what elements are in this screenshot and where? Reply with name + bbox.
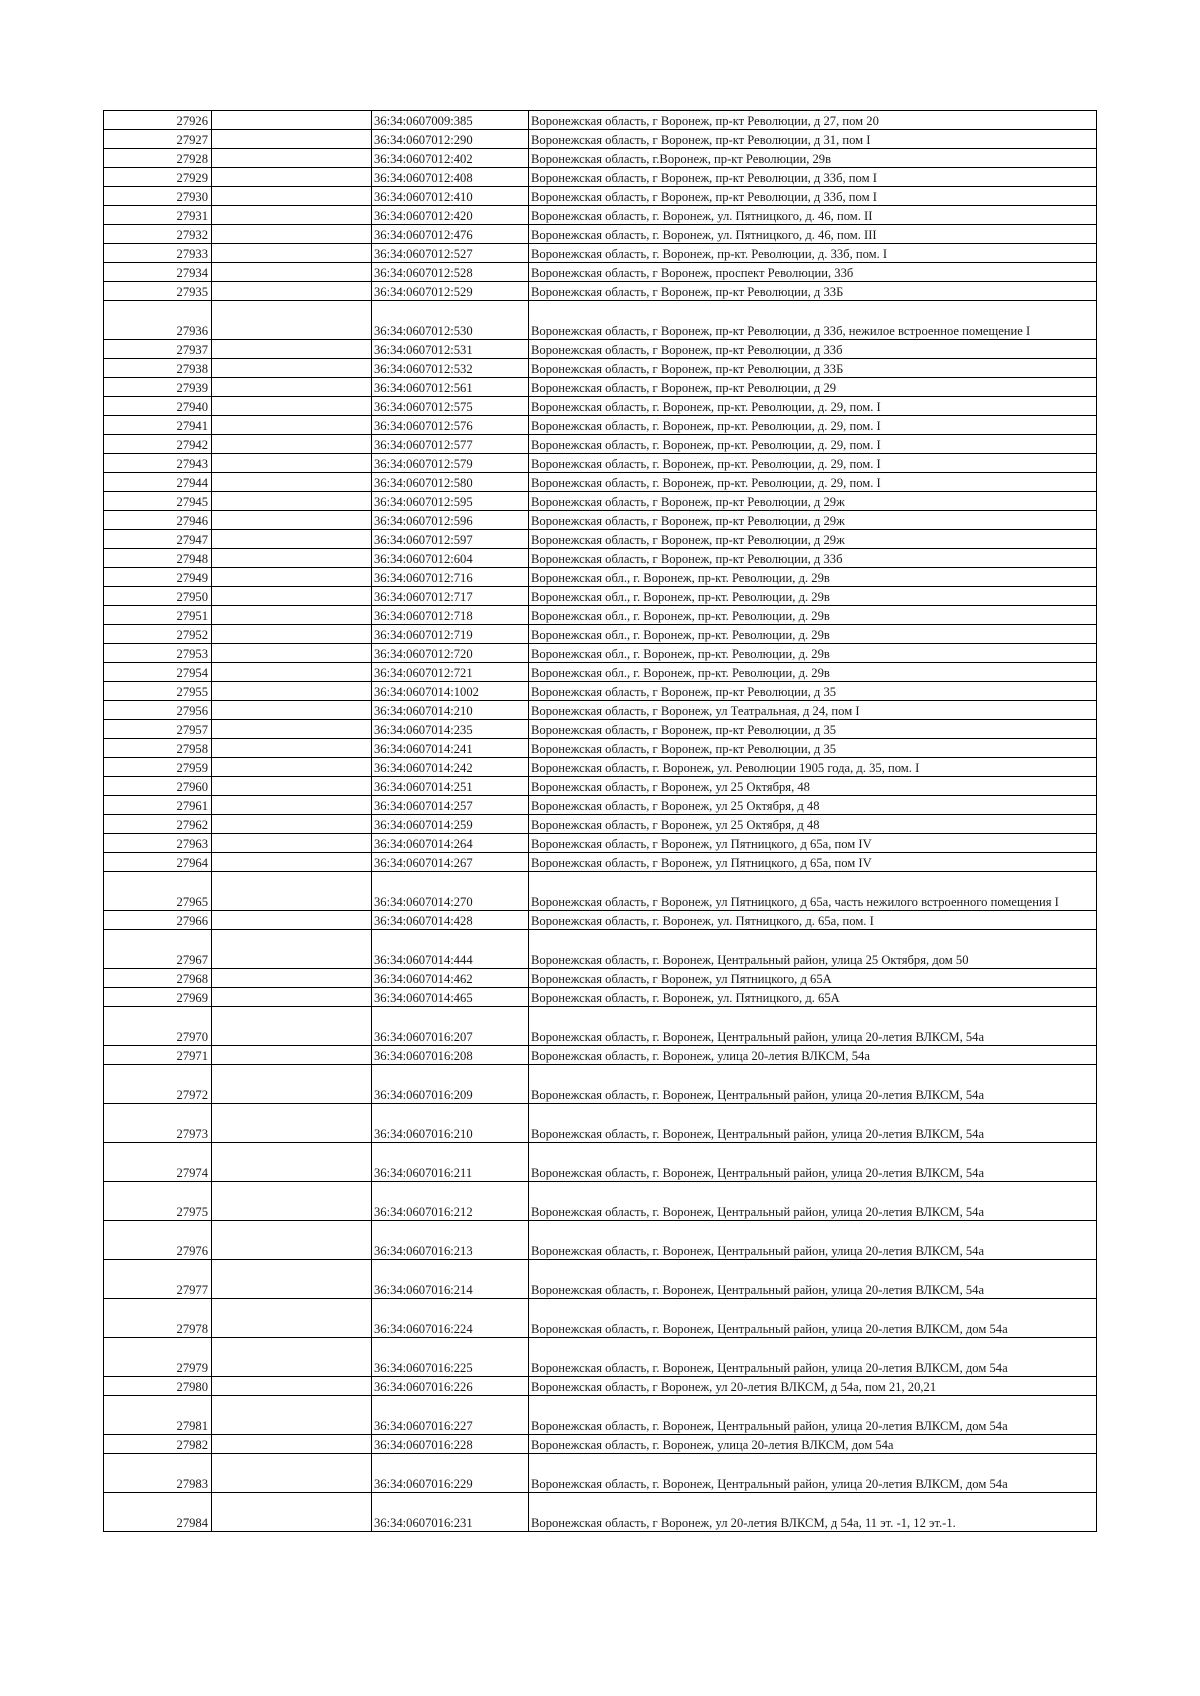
address-cell: Воронежская область, г Воронеж, пр-кт Революции, д 33б [529,549,1097,568]
cadastral-number-cell: 36:34:0607012:596 [372,511,529,530]
table-row [104,1182,1097,1221]
row-number-cell: 27950 [104,587,212,606]
empty-cell [212,663,372,682]
address-cell: Воронежская область, г. Воронеж, Центральный район, улица 20-летия ВЛКСМ, 54а [529,1065,1097,1104]
table-row [104,397,1097,416]
empty-cell [212,988,372,1007]
cadastral-number-cell: 36:34:0607014:462 [372,969,529,988]
row-number-cell: 27949 [104,568,212,587]
address-cell: Воронежская область, г. Воронеж, улица 20-летия ВЛКСМ, 54а [529,1046,1097,1065]
address-cell: Воронежская область, г Воронеж, пр-кт Революции, д 31, пом I [529,130,1097,149]
empty-cell [212,587,372,606]
cadastral-number-cell: 36:34:0607014:210 [372,701,529,720]
empty-cell [212,1007,372,1046]
table-row [104,682,1097,701]
table-row [104,435,1097,454]
cadastral-number-cell: 36:34:0607016:207 [372,1007,529,1046]
row-number-cell: 27930 [104,187,212,206]
address-cell: Воронежская область, г Воронеж, пр-кт Революции, д 35 [529,739,1097,758]
table-row [104,930,1097,969]
table-row [104,549,1097,568]
table-row [104,530,1097,549]
table-row [104,663,1097,682]
address-cell: Воронежская область, г. Воронеж, улица 20-летия ВЛКСМ, дом 54а [529,1435,1097,1454]
empty-cell [212,834,372,853]
table-row [104,454,1097,473]
address-cell: Воронежская область, г Воронеж, ул 20-летия ВЛКСМ, д 54а, пом 21, 20,21 [529,1377,1097,1396]
empty-cell [212,282,372,301]
address-cell: Воронежская область, г Воронеж, пр-кт Революции, д 29ж [529,511,1097,530]
table-row [104,1221,1097,1260]
address-cell: Воронежская область, г. Воронеж, Центральный район, улица 20-летия ВЛКСМ, дом 54а [529,1338,1097,1377]
empty-cell [212,720,372,739]
row-number-cell: 27943 [104,454,212,473]
empty-cell [212,1338,372,1377]
table-row [104,511,1097,530]
table-row [104,1435,1097,1454]
row-number-cell: 27960 [104,777,212,796]
row-number-cell: 27973 [104,1104,212,1143]
address-cell: Воронежская область, г Воронеж, пр-кт Революции, д 35 [529,682,1097,701]
cadastral-number-cell: 36:34:0607016:225 [372,1338,529,1377]
empty-cell [212,301,372,340]
address-cell: Воронежская область, г. Воронеж, пр-кт. Революции, д. 29, пом. I [529,416,1097,435]
address-cell: Воронежская область, г. Воронеж, Центральный район, улица 25 Октября, дом 50 [529,930,1097,969]
cadastral-number-cell: 36:34:0607016:224 [372,1299,529,1338]
row-number-cell: 27935 [104,282,212,301]
table-row [104,1143,1097,1182]
table-row [104,758,1097,777]
cadastral-number-cell: 36:34:0607012:720 [372,644,529,663]
address-cell: Воронежская область, г Воронеж, ул Пятницкого, д 65а, часть нежилого встроенного помещения I [529,872,1097,911]
row-number-cell: 27977 [104,1260,212,1299]
empty-cell [212,340,372,359]
cadastral-number-cell: 36:34:0607014:257 [372,796,529,815]
empty-cell [212,206,372,225]
table-row [104,1299,1097,1338]
empty-cell [212,1104,372,1143]
cadastral-number-cell: 36:34:0607016:214 [372,1260,529,1299]
cadastral-number-cell: 36:34:0607012:575 [372,397,529,416]
row-number-cell: 27944 [104,473,212,492]
cadastral-number-cell: 36:34:0607014:259 [372,815,529,834]
empty-cell [212,969,372,988]
cadastral-number-cell: 36:34:0607012:531 [372,340,529,359]
table-row [104,206,1097,225]
row-number-cell: 27953 [104,644,212,663]
empty-cell [212,1046,372,1065]
cadastral-number-cell: 36:34:0607012:410 [372,187,529,206]
address-cell: Воронежская область, г Воронеж, пр-кт Революции, д 33Б [529,282,1097,301]
row-number-cell: 27934 [104,263,212,282]
row-number-cell: 27982 [104,1435,212,1454]
table-row [104,168,1097,187]
cadastral-number-cell: 36:34:0607014:444 [372,930,529,969]
address-cell: Воронежская область, г. Воронеж, ул. Пятницкого, д. 46, пом. II [529,206,1097,225]
address-cell: Воронежская область, г. Воронеж, пр-кт. Революции, д. 33б, пом. I [529,244,1097,263]
registry-body [104,111,1097,1532]
cadastral-number-cell: 36:34:0607012:721 [372,663,529,682]
table-row [104,815,1097,834]
table-row [104,796,1097,815]
empty-cell [212,758,372,777]
empty-cell [212,187,372,206]
cadastral-number-cell: 36:34:0607016:228 [372,1435,529,1454]
empty-cell [212,1143,372,1182]
address-cell: Воронежская область, г Воронеж, ул 25 Октября, д 48 [529,796,1097,815]
table-row [104,111,1097,130]
cadastral-number-cell: 36:34:0607014:251 [372,777,529,796]
cadastral-number-cell: 36:34:0607014:242 [372,758,529,777]
cadastral-number-cell: 36:34:0607012:527 [372,244,529,263]
cadastral-number-cell: 36:34:0607016:210 [372,1104,529,1143]
cadastral-number-cell: 36:34:0607014:428 [372,911,529,930]
cadastral-number-cell: 36:34:0607012:719 [372,625,529,644]
cadastral-number-cell: 36:34:0607012:420 [372,206,529,225]
address-cell: Воронежская область, г Воронеж, пр-кт Революции, д 29 [529,378,1097,397]
table-row [104,473,1097,492]
table-row [104,416,1097,435]
cadastral-number-cell: 36:34:0607016:213 [372,1221,529,1260]
cadastral-number-cell: 36:34:0607016:231 [372,1493,529,1532]
empty-cell [212,911,372,930]
empty-cell [212,930,372,969]
row-number-cell: 27979 [104,1338,212,1377]
row-number-cell: 27968 [104,969,212,988]
cadastral-number-cell: 36:34:0607009:385 [372,111,529,130]
address-cell: Воронежская область, г Воронеж, пр-кт Революции, д 29ж [529,530,1097,549]
table-row [104,282,1097,301]
empty-cell [212,359,372,378]
address-cell: Воронежская область, г. Воронеж, пр-кт. Революции, д. 29, пом. I [529,454,1097,473]
empty-cell [212,511,372,530]
address-cell: Воронежская область, г. Воронеж, ул. Пятницкого, д. 65А [529,988,1097,1007]
cadastral-number-cell: 36:34:0607012:580 [372,473,529,492]
address-cell: Воронежская область, г Воронеж, пр-кт Революции, д 35 [529,720,1097,739]
empty-cell [212,1454,372,1493]
address-cell: Воронежская область, г Воронеж, ул Пятницкого, д 65А [529,969,1097,988]
empty-cell [212,492,372,511]
row-number-cell: 27961 [104,796,212,815]
table-row [104,225,1097,244]
row-number-cell: 27957 [104,720,212,739]
cadastral-number-cell: 36:34:0607014:465 [372,988,529,1007]
address-cell: Воронежская область, г Воронеж, ул Пятницкого, д 65а, пом IV [529,853,1097,872]
empty-cell [212,644,372,663]
row-number-cell: 27945 [104,492,212,511]
row-number-cell: 27976 [104,1221,212,1260]
row-number-cell: 27981 [104,1396,212,1435]
table-row [104,872,1097,911]
empty-cell [212,549,372,568]
address-cell: Воронежская область, г.Воронеж, пр-кт Революции, 29в [529,149,1097,168]
address-cell: Воронежская область, г. Воронеж, пр-кт. Революции, д. 29, пом. I [529,435,1097,454]
empty-cell [212,1065,372,1104]
table-row [104,1065,1097,1104]
row-number-cell: 27936 [104,301,212,340]
cadastral-number-cell: 36:34:0607012:716 [372,568,529,587]
row-number-cell: 27969 [104,988,212,1007]
row-number-cell: 27966 [104,911,212,930]
row-number-cell: 27959 [104,758,212,777]
row-number-cell: 27980 [104,1377,212,1396]
address-cell: Воронежская обл., г. Воронеж, пр-кт. Революции, д. 29в [529,663,1097,682]
row-number-cell: 27952 [104,625,212,644]
address-cell: Воронежская область, г. Воронеж, Центральный район, улица 20-летия ВЛКСМ, 54а [529,1007,1097,1046]
address-cell: Воронежская обл., г. Воронеж, пр-кт. Революции, д. 29в [529,606,1097,625]
table-row [104,720,1097,739]
empty-cell [212,397,372,416]
row-number-cell: 27967 [104,930,212,969]
empty-cell [212,1377,372,1396]
cadastral-number-cell: 36:34:0607014:267 [372,853,529,872]
table-row [104,130,1097,149]
address-cell: Воронежская область, г Воронеж, пр-кт Революции, д 33б, пом I [529,187,1097,206]
row-number-cell: 27929 [104,168,212,187]
table-row [104,340,1097,359]
cadastral-number-cell: 36:34:0607012:528 [372,263,529,282]
address-cell: Воронежская область, г. Воронеж, ул. Революции 1905 года, д. 35, пом. I [529,758,1097,777]
table-row [104,1007,1097,1046]
address-cell: Воронежская область, г. Воронеж, Центральный район, улица 20-летия ВЛКСМ, 54а [529,1104,1097,1143]
row-number-cell: 27955 [104,682,212,701]
address-cell: Воронежская область, г Воронеж, проспект Революции, 33б [529,263,1097,282]
address-cell: Воронежская область, г Воронеж, ул Театральная, д 24, пом I [529,701,1097,720]
table-row [104,301,1097,340]
empty-cell [212,872,372,911]
address-cell: Воронежская область, г. Воронеж, Центральный район, улица 20-летия ВЛКСМ, 54а [529,1182,1097,1221]
address-cell: Воронежская обл., г. Воронеж, пр-кт. Революции, д. 29в [529,587,1097,606]
empty-cell [212,682,372,701]
address-cell: Воронежская область, г Воронеж, пр-кт Революции, д 33Б [529,359,1097,378]
table-row [104,834,1097,853]
address-cell: Воронежская область, г. Воронеж, Центральный район, улица 20-летия ВЛКСМ, дом 54а [529,1454,1097,1493]
table-row [104,777,1097,796]
address-cell: Воронежская обл., г. Воронеж, пр-кт. Революции, д. 29в [529,644,1097,663]
address-cell: Воронежская область, г. Воронеж, Центральный район, улица 20-летия ВЛКСМ, 54а [529,1143,1097,1182]
table-row [104,244,1097,263]
cadastral-number-cell: 36:34:0607016:227 [372,1396,529,1435]
row-number-cell: 27972 [104,1065,212,1104]
empty-cell [212,473,372,492]
table-row [104,739,1097,758]
empty-cell [212,244,372,263]
cadastral-number-cell: 36:34:0607016:229 [372,1454,529,1493]
row-number-cell: 27974 [104,1143,212,1182]
cadastral-number-cell: 36:34:0607012:597 [372,530,529,549]
cadastral-number-cell: 36:34:0607014:241 [372,739,529,758]
address-cell: Воронежская область, г Воронеж, пр-кт Революции, д 33б, пом I [529,168,1097,187]
table-row [104,606,1097,625]
table-row [104,1396,1097,1435]
empty-cell [212,853,372,872]
empty-cell [212,130,372,149]
empty-cell [212,454,372,473]
table-row [104,187,1097,206]
table-row [104,701,1097,720]
row-number-cell: 27963 [104,834,212,853]
cadastral-number-cell: 36:34:0607012:290 [372,130,529,149]
empty-cell [212,378,372,397]
row-number-cell: 27951 [104,606,212,625]
cadastral-number-cell: 36:34:0607012:532 [372,359,529,378]
table-row [104,359,1097,378]
cadastral-number-cell: 36:34:0607012:717 [372,587,529,606]
empty-cell [212,701,372,720]
row-number-cell: 27978 [104,1299,212,1338]
empty-cell [212,1396,372,1435]
cadastral-number-cell: 36:34:0607012:408 [372,168,529,187]
table-row [104,988,1097,1007]
address-cell: Воронежская область, г Воронеж, ул Пятницкого, д 65а, пом IV [529,834,1097,853]
cadastral-number-cell: 36:34:0607014:1002 [372,682,529,701]
empty-cell [212,739,372,758]
table-row [104,568,1097,587]
table-row [104,1338,1097,1377]
address-cell: Воронежская область, г. Воронеж, Центральный район, улица 20-летия ВЛКСМ, 54а [529,1221,1097,1260]
cadastral-number-cell: 36:34:0607016:212 [372,1182,529,1221]
row-number-cell: 27940 [104,397,212,416]
address-cell: Воронежская область, г Воронеж, пр-кт Революции, д 27, пом 20 [529,111,1097,130]
cadastral-number-cell: 36:34:0607012:402 [372,149,529,168]
row-number-cell: 27983 [104,1454,212,1493]
cadastral-number-cell: 36:34:0607012:529 [372,282,529,301]
address-cell: Воронежская область, г. Воронеж, ул. Пятницкого, д. 46, пом. III [529,225,1097,244]
address-cell: Воронежская обл., г. Воронеж, пр-кт. Революции, д. 29в [529,568,1097,587]
row-number-cell: 27937 [104,340,212,359]
cadastral-number-cell: 36:34:0607012:530 [372,301,529,340]
empty-cell [212,815,372,834]
table-row [104,1260,1097,1299]
empty-cell [212,1221,372,1260]
row-number-cell: 27927 [104,130,212,149]
empty-cell [212,435,372,454]
row-number-cell: 27948 [104,549,212,568]
address-cell: Воронежская область, г Воронеж, ул 20-летия ВЛКСМ, д 54а, 11 эт. -1, 12 эт.-1. [529,1493,1097,1532]
row-number-cell: 27958 [104,739,212,758]
table-row [104,587,1097,606]
table-row [104,1454,1097,1493]
table-row [104,492,1097,511]
row-number-cell: 27939 [104,378,212,397]
cadastral-number-cell: 36:34:0607012:561 [372,378,529,397]
row-number-cell: 27984 [104,1493,212,1532]
row-number-cell: 27926 [104,111,212,130]
empty-cell [212,149,372,168]
row-number-cell: 27971 [104,1046,212,1065]
table-row [104,853,1097,872]
row-number-cell: 27928 [104,149,212,168]
table-row [104,378,1097,397]
row-number-cell: 27956 [104,701,212,720]
address-cell: Воронежская область, г Воронеж, пр-кт Революции, д 33б [529,340,1097,359]
empty-cell [212,625,372,644]
table-row [104,149,1097,168]
row-number-cell: 27965 [104,872,212,911]
empty-cell [212,606,372,625]
row-number-cell: 27931 [104,206,212,225]
cadastral-number-cell: 36:34:0607012:595 [372,492,529,511]
empty-cell [212,225,372,244]
address-cell: Воронежская обл., г. Воронеж, пр-кт. Революции, д. 29в [529,625,1097,644]
table-row [104,1493,1097,1532]
property-registry-table [103,110,1097,1532]
table-row [104,1046,1097,1065]
table-row [104,263,1097,282]
table-row [104,911,1097,930]
row-number-cell: 27947 [104,530,212,549]
cadastral-number-cell: 36:34:0607016:226 [372,1377,529,1396]
row-number-cell: 27962 [104,815,212,834]
empty-cell [212,111,372,130]
address-cell: Воронежская область, г. Воронеж, Центральный район, улица 20-летия ВЛКСМ, дом 54а [529,1299,1097,1338]
row-number-cell: 27938 [104,359,212,378]
address-cell: Воронежская область, г. Воронеж, Центральный район, улица 20-летия ВЛКСМ, 54а [529,1260,1097,1299]
row-number-cell: 27954 [104,663,212,682]
address-cell: Воронежская область, г Воронеж, ул 25 Октября, д 48 [529,815,1097,834]
row-number-cell: 27942 [104,435,212,454]
row-number-cell: 27932 [104,225,212,244]
address-cell: Воронежская область, г. Воронеж, пр-кт. Революции, д. 29, пом. I [529,473,1097,492]
empty-cell [212,168,372,187]
row-number-cell: 27946 [104,511,212,530]
table-row [104,1104,1097,1143]
row-number-cell: 27975 [104,1182,212,1221]
empty-cell [212,568,372,587]
empty-cell [212,1493,372,1532]
cadastral-number-cell: 36:34:0607012:579 [372,454,529,473]
empty-cell [212,1435,372,1454]
empty-cell [212,1182,372,1221]
address-cell: Воронежская область, г Воронеж, пр-кт Революции, д 33б, нежилое встроенное помещение I [529,301,1097,340]
cadastral-number-cell: 36:34:0607016:211 [372,1143,529,1182]
row-number-cell: 27941 [104,416,212,435]
row-number-cell: 27970 [104,1007,212,1046]
empty-cell [212,416,372,435]
address-cell: Воронежская область, г. Воронеж, ул. Пятницкого, д. 65а, пом. I [529,911,1097,930]
empty-cell [212,263,372,282]
address-cell: Воронежская область, г. Воронеж, пр-кт. Революции, д. 29, пом. I [529,397,1097,416]
cadastral-number-cell: 36:34:0607012:604 [372,549,529,568]
address-cell: Воронежская область, г Воронеж, ул 25 Октября, 48 [529,777,1097,796]
address-cell: Воронежская область, г. Воронеж, Центральный район, улица 20-летия ВЛКСМ, дом 54а [529,1396,1097,1435]
cadastral-number-cell: 36:34:0607012:476 [372,225,529,244]
cadastral-number-cell: 36:34:0607014:235 [372,720,529,739]
cadastral-number-cell: 36:34:0607012:577 [372,435,529,454]
table-row [104,969,1097,988]
cadastral-number-cell: 36:34:0607014:270 [372,872,529,911]
cadastral-number-cell: 36:34:0607012:576 [372,416,529,435]
empty-cell [212,530,372,549]
empty-cell [212,796,372,815]
cadastral-number-cell: 36:34:0607016:209 [372,1065,529,1104]
cadastral-number-cell: 36:34:0607016:208 [372,1046,529,1065]
empty-cell [212,1260,372,1299]
table-row [104,625,1097,644]
cadastral-number-cell: 36:34:0607012:718 [372,606,529,625]
row-number-cell: 27933 [104,244,212,263]
table-row [104,1377,1097,1396]
address-cell: Воронежская область, г Воронеж, пр-кт Революции, д 29ж [529,492,1097,511]
table-row [104,644,1097,663]
empty-cell [212,1299,372,1338]
cadastral-number-cell: 36:34:0607014:264 [372,834,529,853]
row-number-cell: 27964 [104,853,212,872]
empty-cell [212,777,372,796]
